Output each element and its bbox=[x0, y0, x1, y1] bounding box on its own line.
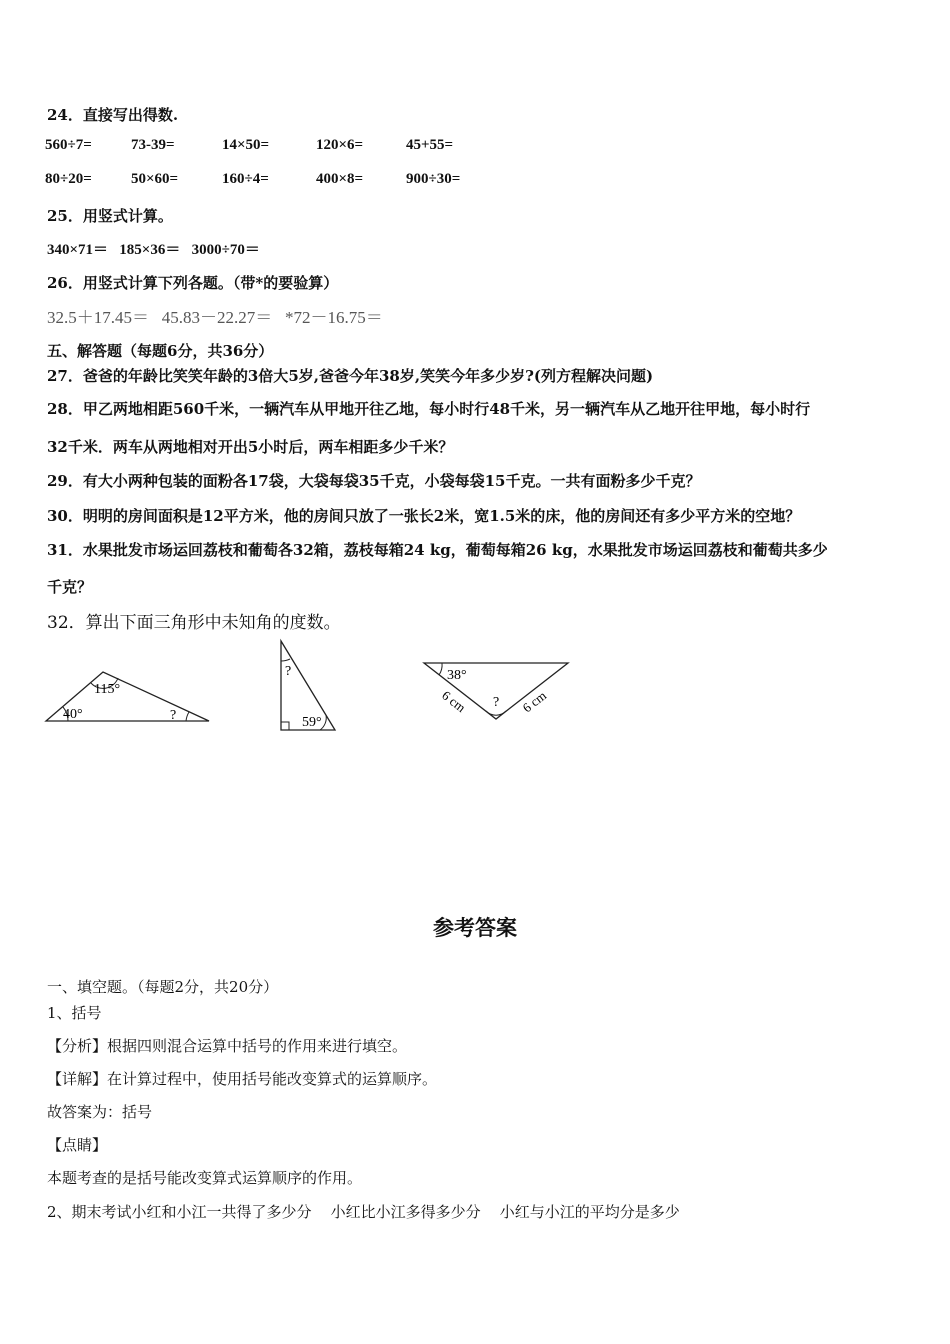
answer-1-analysis: 【分析】根据四则混合运算中括号的作用来进行填空。 bbox=[47, 1037, 408, 1055]
q24-title: 24．直接写出得数. bbox=[47, 106, 179, 124]
triangle-2-unknown: ? bbox=[285, 664, 292, 679]
triangle-2-angle-bottom: 59° bbox=[302, 715, 322, 730]
answer-1-comment-label: 【点睛】 bbox=[47, 1136, 108, 1154]
q32-title: 32．算出下面三角形中未知角的度数。 bbox=[47, 613, 341, 633]
calc-item: 900÷30= bbox=[406, 171, 461, 187]
calc-item: 14×50= bbox=[222, 137, 270, 153]
answer-1-answer: 故答案为：括号 bbox=[47, 1103, 153, 1121]
q31-line1: 31．水果批发市场运回荔枝和葡萄各32箱，荔枝每箱24 kg，葡萄每箱26 kg，水果批发市场运回荔枝和葡萄共多少 bbox=[47, 541, 828, 559]
q26-line: 32.5＋17.45＝ 45.83－22.27＝ *72－16.75＝ bbox=[47, 308, 383, 327]
q25-line: 340×71＝ 185×36＝ 3000÷70＝ bbox=[47, 242, 260, 258]
triangle-3-angle-left: 38° bbox=[447, 668, 467, 683]
triangle-3-unknown: ? bbox=[493, 695, 500, 710]
calc-item: 160÷4= bbox=[222, 171, 269, 187]
q29: 29．有大小两种包装的面粉各17袋，大袋每袋35千克，小袋每袋15千克。一共有面粉多少千克？ bbox=[47, 472, 701, 490]
triangle-1-angle-top: 115° bbox=[94, 682, 121, 697]
q28-line1: 28．甲乙两地相距560千米，一辆汽车从甲地开往乙地，每小时行48千米，另一辆汽车从乙地开往甲地，每小时行 bbox=[47, 400, 811, 418]
triangle-1-unknown: ? bbox=[170, 708, 177, 723]
calc-item: 400×8= bbox=[316, 171, 364, 187]
calc-item: 50×60= bbox=[131, 171, 179, 187]
calc-item: 73-39= bbox=[131, 137, 175, 153]
answers-title: 参考答案 bbox=[433, 915, 517, 940]
triangle-3 bbox=[424, 663, 568, 719]
triangle-1-angle-left: 40° bbox=[63, 707, 83, 722]
q27: 27．爸爸的年龄比笑笑年龄的3倍大5岁,爸爸今年38岁,笑笑今年多少岁?(列方程解决问题) bbox=[47, 367, 654, 385]
triangle-3-side-left: 6 cm bbox=[439, 687, 469, 716]
answer-1-comment: 本题考查的是括号能改变算式运算顺序的作用。 bbox=[47, 1169, 363, 1187]
answer-2-title: 2、期末考试小红和小江一共得了多少分 小红比小江多得多少分 小红与小江的平均分是多少 bbox=[47, 1203, 680, 1221]
triangle-3-side-right: 6 cm bbox=[519, 687, 550, 716]
q26-title: 26．用竖式计算下列各题。（带*的要验算） bbox=[47, 274, 339, 292]
q28-line2: 32千米．两车从两地相对开出5小时后，两车相距多少千米？ bbox=[47, 438, 454, 456]
q30: 30．明明的房间面积是12平方米，他的房间只放了一张长2米，宽1.5米的床，他的房间还有多少平方米的空地？ bbox=[47, 507, 801, 525]
triangles-figure bbox=[0, 635, 620, 745]
q24-row2 bbox=[0, 171, 950, 191]
triangle-2 bbox=[281, 641, 335, 730]
calc-item: 45+55= bbox=[406, 137, 454, 153]
section5-title: 五、解答题（每题6分，共36分） bbox=[47, 342, 274, 360]
calc-item: 80÷20= bbox=[45, 171, 92, 187]
answers-section1: 一、填空题。（每题2分，共20分） bbox=[47, 978, 279, 996]
q25-title: 25．用竖式计算。 bbox=[47, 207, 173, 225]
answer-1-detail: 【详解】在计算过程中，使用括号能改变算式的运算顺序。 bbox=[47, 1070, 438, 1088]
q31-line2: 千克？ bbox=[47, 578, 93, 596]
q24-row1 bbox=[0, 137, 950, 157]
calc-item: 560÷7= bbox=[45, 137, 92, 153]
answer-1-title: 1、括号 bbox=[47, 1004, 102, 1022]
calc-item: 120×6= bbox=[316, 137, 364, 153]
triangle-1 bbox=[46, 672, 209, 723]
